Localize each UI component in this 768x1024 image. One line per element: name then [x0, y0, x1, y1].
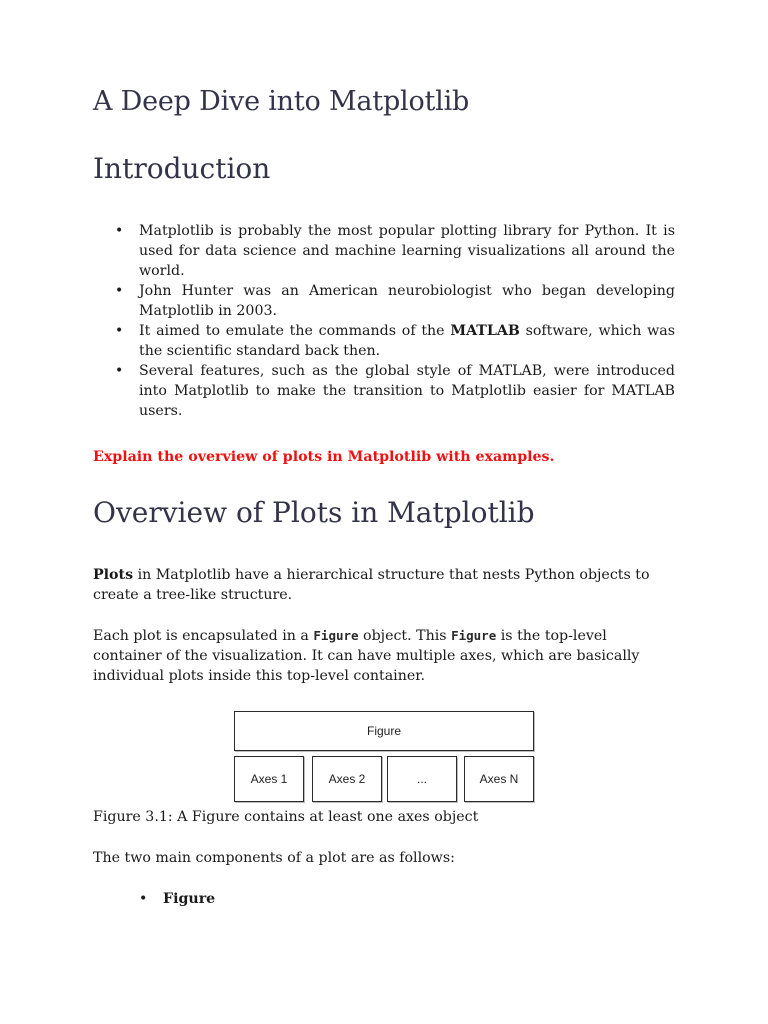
- diagram-figure-box: Figure: [234, 711, 534, 751]
- figure-paragraph-part: is the top-level container of the visualization. It can have multiple axes, which are basically individual plots inside this top-level container.: [93, 628, 640, 684]
- list-item-text: John Hunter was an American neurobiologist who began developing Matplotlib in 2003.: [139, 283, 675, 319]
- list-item: [139, 321, 675, 361]
- diagram-axes-box: Axes 1: [234, 756, 304, 802]
- list-item-text: Several features, such as the global style of MATLAB, were introduced into Matplotlib to make the transition to Matplotlib easier for MATLAB users.: [139, 363, 675, 419]
- plots-paragraph: [93, 565, 675, 605]
- list-item-text: Matplotlib is probably the most popular plotting library for Python. It is used for data science and machine learning visualizations all around the world.: [139, 223, 675, 279]
- diagram-axes-box: Axes N: [464, 756, 534, 802]
- overview-heading: Overview of Plots in Matplotlib: [93, 496, 535, 529]
- figure-code-term: Figure: [451, 628, 497, 643]
- figure-code-term: Figure: [313, 628, 359, 643]
- question-prompt: Explain the overview of plots in Matplotlib with examples.: [93, 449, 555, 465]
- list-item: [139, 361, 675, 421]
- figure-axes-diagram: [234, 711, 535, 804]
- components-list: [139, 889, 215, 909]
- diagram-axes-box: ...: [387, 756, 457, 802]
- figure-caption: Figure 3.1: A Figure contains at least one axes object: [93, 809, 479, 825]
- components-intro: The two main components of a plot are as follows:: [93, 850, 455, 866]
- figure-paragraph: [93, 626, 675, 686]
- page-title: A Deep Dive into Matplotlib: [93, 86, 470, 117]
- plots-paragraph-text: in Matplotlib have a hierarchical structure that nests Python objects to create a tree-like structure.: [93, 567, 650, 603]
- list-item: • Figure: [163, 889, 215, 909]
- figure-paragraph-part: Each plot is encapsulated in a: [93, 628, 314, 644]
- list-item: [139, 281, 675, 321]
- plots-bold-term: Plots: [93, 567, 134, 583]
- list-item-text-after: software, which was the scientific standard back then.: [139, 323, 675, 359]
- introduction-heading: Introduction: [93, 152, 271, 185]
- diagram-axes-box: Axes 2: [312, 756, 382, 802]
- list-item-text-before: It aimed to emulate the commands of the: [139, 323, 451, 339]
- matlab-bold-term: MATLAB: [450, 323, 520, 339]
- introduction-bullet-list: [93, 221, 675, 421]
- figure-paragraph-part: object. This: [358, 628, 452, 644]
- list-item: [139, 221, 675, 281]
